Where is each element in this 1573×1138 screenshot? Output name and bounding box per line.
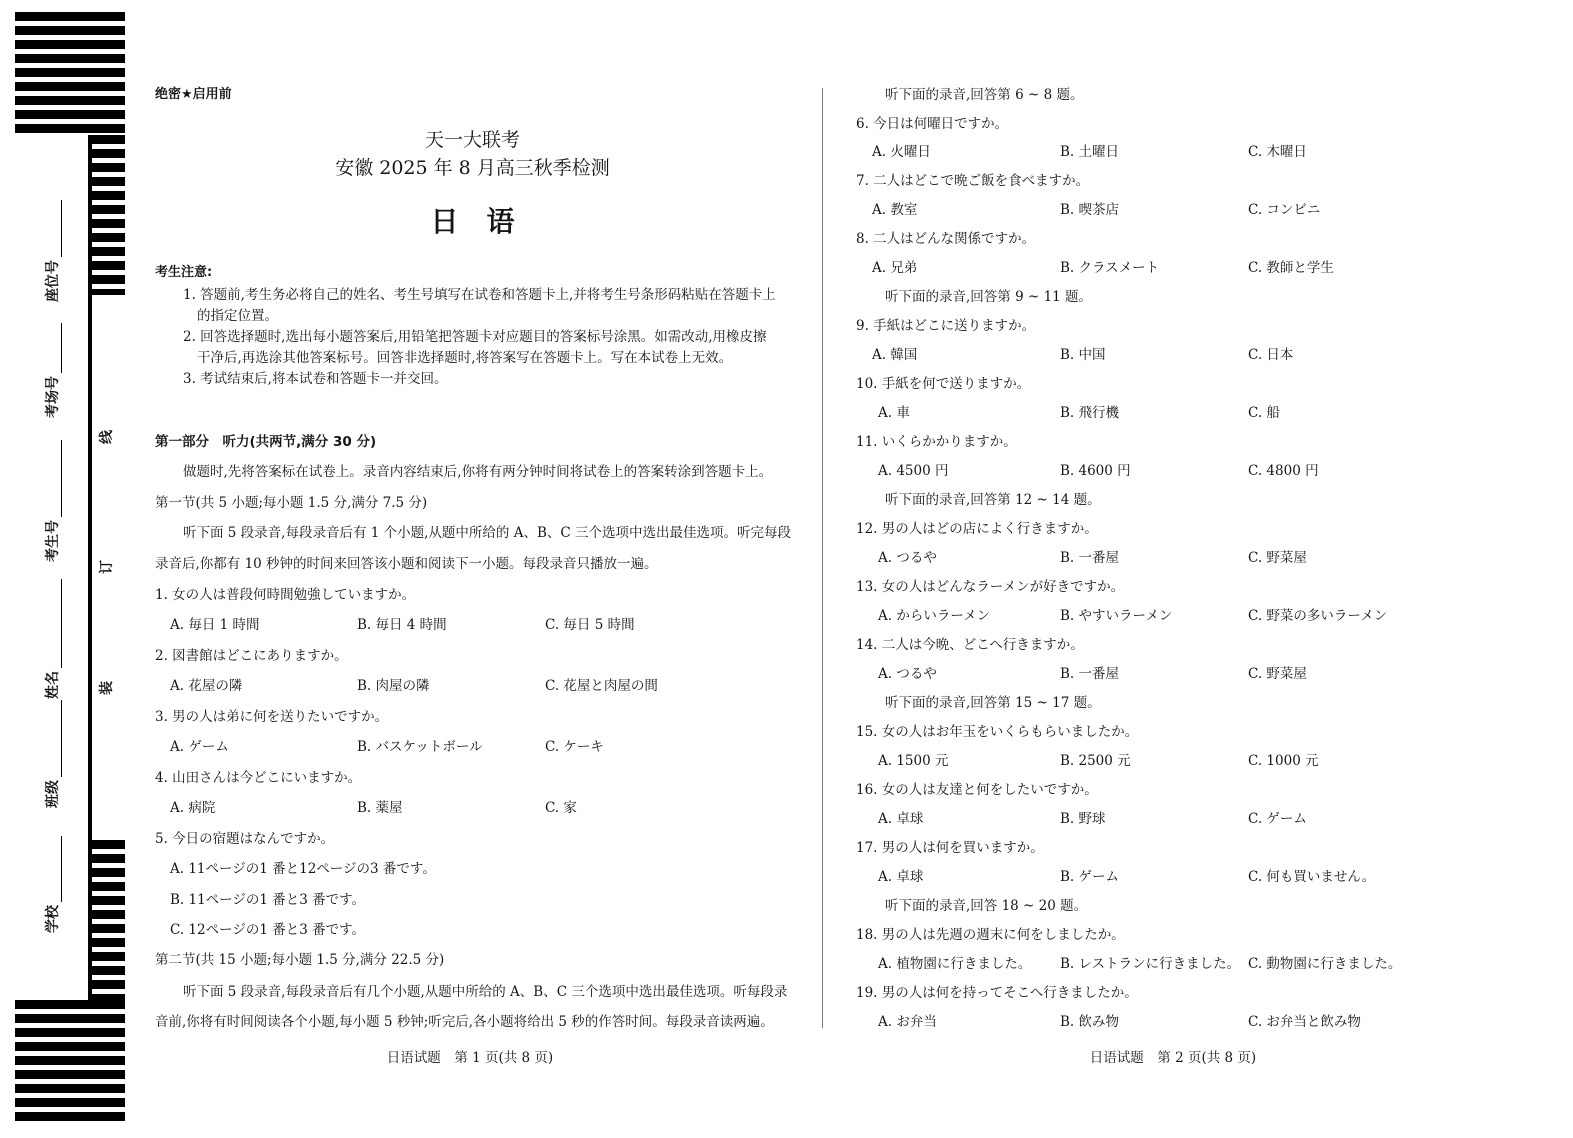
seat-number-label: 座位号 (45, 260, 61, 302)
option-a: A. 植物園に行きました。 (878, 956, 1032, 972)
option-c: C. 船 (1248, 405, 1280, 421)
group-header: 听下面的录音,回答 18 ~ 20 题。 (885, 898, 1088, 914)
barcode-stripes-top (15, 12, 125, 135)
option-b: B. 11ページの1 番と3 番です。 (170, 892, 366, 908)
question-stem: 12. 男の人はどの店によく行きますか。 (856, 521, 1098, 537)
option-a: A. 病院 (170, 800, 216, 816)
option-b: B. 飛行機 (1060, 405, 1120, 421)
question-stem: 4. 山田さんは今どこにいますか。 (155, 770, 362, 786)
option-a: A. 兄弟 (872, 260, 918, 276)
notice-item: 干净后,再选涂其他答案标号。回答非选择题时,将答案写在答题卡上。写在本试卷上无效。 (197, 350, 733, 366)
candidate-number-blank (47, 440, 62, 517)
page-footer: 日语试题 第 2 页(共 8 页) (1089, 1050, 1257, 1066)
exam-room-blank (47, 323, 62, 373)
option-c: C. お弁当と飲み物 (1248, 1014, 1361, 1030)
option-b: B. クラスメート (1060, 260, 1160, 276)
barcode-stripes-bottom (15, 1000, 125, 1125)
group-header: 听下面的录音,回答第 15 ~ 17 题。 (885, 695, 1101, 711)
option-a: A. 教室 (872, 202, 918, 218)
question-stem: 1. 女の人は普段何時間勉強していますか。 (155, 587, 416, 603)
option-c: C. 動物園に行きました。 (1248, 956, 1402, 972)
option-a: A. 卓球 (878, 811, 924, 827)
part1-title: 第一部分 听力(共两节,满分 30 分) (155, 434, 377, 450)
option-a: A. 花屋の隣 (170, 678, 243, 694)
option-a: A. 4500 円 (878, 463, 949, 479)
option-a: A. 韓国 (872, 347, 918, 363)
option-b: B. 中国 (1060, 347, 1106, 363)
option-a: A. つるや (878, 666, 937, 682)
cut-mark-line: 线 (99, 430, 115, 444)
option-b: B. 一番屋 (1060, 550, 1120, 566)
option-a: A. ゲーム (170, 739, 229, 755)
question-stem: 17. 男の人は何を買いますか。 (856, 840, 1044, 856)
option-c: C. 何も買いません。 (1248, 869, 1376, 885)
option-a: A. 11ページの1 番と12ページの3 番です。 (170, 861, 436, 877)
option-b: B. 一番屋 (1060, 666, 1120, 682)
option-c: C. 教師と学生 (1248, 260, 1334, 276)
option-a: A. 車 (878, 405, 910, 421)
exam-room-field (44, 323, 62, 418)
notice-item: 的指定位置。 (197, 308, 278, 324)
option-b: B. 薬屋 (357, 800, 403, 816)
option-a: A. 毎日 1 時間 (170, 617, 260, 633)
option-a: A. からいラーメン (878, 608, 991, 624)
question-stem: 16. 女の人は友達と何をしたいですか。 (856, 782, 1098, 798)
option-b: B. やすいラーメン (1060, 608, 1173, 624)
question-stem: 10. 手紙を何で送りますか。 (856, 376, 1031, 392)
part1-intro: 做题时,先将答案标在试卷上。录音内容结束后,你将有两分钟时间将试卷上的答案转涂到答题卡上。 (183, 464, 773, 480)
section2-instruction: 音前,你将有时间阅读各个小题,每小题 5 秒钟;听完后,各小题将给出 5 秒的作答时间。每段录音读两遍。 (155, 1014, 774, 1030)
candidate-number-label: 考生号 (45, 520, 61, 562)
option-a: A. 卓球 (878, 869, 924, 885)
option-c: C. 家 (545, 800, 577, 816)
question-stem: 19. 男の人は何を持ってそこへ行きましたか。 (856, 985, 1138, 1001)
option-a: A. 1500 元 (878, 753, 949, 769)
group-header: 听下面的录音,回答第 12 ~ 14 题。 (885, 492, 1101, 508)
option-b: B. 肉屋の隣 (357, 678, 430, 694)
school-blank (47, 836, 62, 902)
barcode-stripes-lower (92, 840, 125, 1000)
question-stem: 9. 手紙はどこに送りますか。 (856, 318, 1036, 334)
option-c: C. 毎日 5 時間 (545, 617, 635, 633)
question-stem: 14. 二人は今晩、どこへ行きますか。 (856, 637, 1084, 653)
cut-mark-bind: 装 (99, 681, 115, 695)
notice-item: 1. 答题前,考生务必将自己的姓名、考生号填写在试卷和答题卡上,并将考生号条形码粘贴在答题卡上 (183, 287, 776, 303)
seat-number-blank (47, 200, 62, 257)
option-b: B. バスケットボール (357, 739, 483, 755)
question-stem: 6. 今日は何曜日ですか。 (856, 116, 1009, 132)
option-b: B. 毎日 4 時間 (357, 617, 447, 633)
question-stem: 18. 男の人は先週の週末に何をしましたか。 (856, 927, 1125, 943)
question-stem: 8. 二人はどんな関係ですか。 (856, 231, 1036, 247)
option-b: B. レストランに行きました。 (1060, 956, 1241, 972)
option-c: C. 野菜屋 (1248, 666, 1307, 682)
option-b: B. 土曜日 (1060, 144, 1120, 160)
question-stem: 5. 今日の宿題はなんですか。 (155, 831, 335, 847)
school-label: 学校 (45, 905, 61, 933)
question-stem: 3. 男の人は弟に何を送りたいですか。 (155, 709, 389, 725)
notice-title: 考生注意: (155, 265, 213, 280)
notice-item: 3. 考试结束后,将本试卷和答题卡一并交回。 (183, 371, 448, 387)
class-label: 班级 (45, 780, 61, 808)
option-a: A. つるや (878, 550, 937, 566)
section1-instruction: 听下面 5 段录音,每段录音后有 1 个小题,从题中所给的 A、B、C 三个选项中选出最佳选项。听完每段 (183, 525, 792, 541)
exam-organizer: 天一大联考 (424, 129, 520, 151)
exam-title: 安徽 2025 年 8 月高三秋季检测 (335, 157, 610, 179)
notice-item: 2. 回答选择题时,选出每小题答案后,用铅笔把答题卡对应题目的答案标号涂黑。如需改动,用橡皮擦 (183, 329, 767, 345)
question-stem: 11. いくらかかりますか。 (856, 434, 1017, 450)
option-c: C. 日本 (1248, 347, 1294, 363)
option-c: C. 花屋と肉屋の間 (545, 678, 658, 694)
option-c: C. 野菜の多いラーメン (1248, 608, 1388, 624)
group-header: 听下面的录音,回答第 6 ~ 8 题。 (885, 87, 1084, 103)
seat-number-field (44, 200, 62, 302)
option-c: C. コンビニ (1248, 202, 1321, 218)
option-c: C. 野菜屋 (1248, 550, 1307, 566)
name-blank (47, 579, 62, 668)
option-c: C. 12ページの1 番と3 番です。 (170, 922, 366, 938)
question-stem: 7. 二人はどこで晩ご飯を食べますか。 (856, 173, 1090, 189)
section1-instruction: 录音后,你都有 10 秒钟的时间来回答该小题和阅读下一小题。每段录音只播放一遍。 (155, 556, 658, 572)
section2-title: 第二节(共 15 小题;每小题 1.5 分,满分 22.5 分) (155, 952, 445, 968)
question-stem: 15. 女の人はお年玉をいくらもらいましたか。 (856, 724, 1139, 740)
name-field (44, 579, 62, 699)
option-b: B. 2500 元 (1060, 753, 1131, 769)
option-a: A. 火曜日 (872, 144, 931, 160)
subject-title: 日 语 (430, 205, 515, 238)
option-c: C. 1000 元 (1248, 753, 1319, 769)
exam-room-label: 考场号 (45, 376, 61, 418)
option-b: B. ゲーム (1060, 869, 1120, 885)
class-blank (47, 700, 62, 777)
option-b: B. 野球 (1060, 811, 1106, 827)
option-c: C. ゲーム (1248, 811, 1307, 827)
question-stem: 2. 図書館はどこにありますか。 (155, 648, 348, 664)
question-stem: 13. 女の人はどんなラーメンが好きですか。 (856, 579, 1125, 595)
option-a: A. お弁当 (878, 1014, 937, 1030)
section2-instruction: 听下面 5 段录音,每段录音后有几个小题,从题中所给的 A、B、C 三个选项中选出最佳选项。听每段录 (183, 984, 788, 1000)
page-footer: 日语试题 第 1 页(共 8 页) (386, 1050, 554, 1066)
school-field (44, 836, 62, 933)
option-c: C. 木曜日 (1248, 144, 1307, 160)
option-c: C. ケーキ (545, 739, 604, 755)
column-divider (822, 88, 823, 1028)
option-b: B. 4600 円 (1060, 463, 1131, 479)
option-b: B. 飲み物 (1060, 1014, 1120, 1030)
confidential-label: 绝密★启用前 (155, 87, 232, 102)
group-header: 听下面的录音,回答第 9 ~ 11 题。 (885, 289, 1093, 305)
barcode-stripes-upper (92, 135, 125, 295)
name-label: 姓名 (45, 671, 61, 699)
option-b: B. 喫茶店 (1060, 202, 1120, 218)
class-field (44, 700, 62, 808)
option-c: C. 4800 円 (1248, 463, 1319, 479)
cut-mark-staple: 订 (99, 560, 115, 574)
candidate-number-field (44, 440, 62, 562)
section1-title: 第一节(共 5 小题;每小题 1.5 分,满分 7.5 分) (155, 495, 428, 511)
